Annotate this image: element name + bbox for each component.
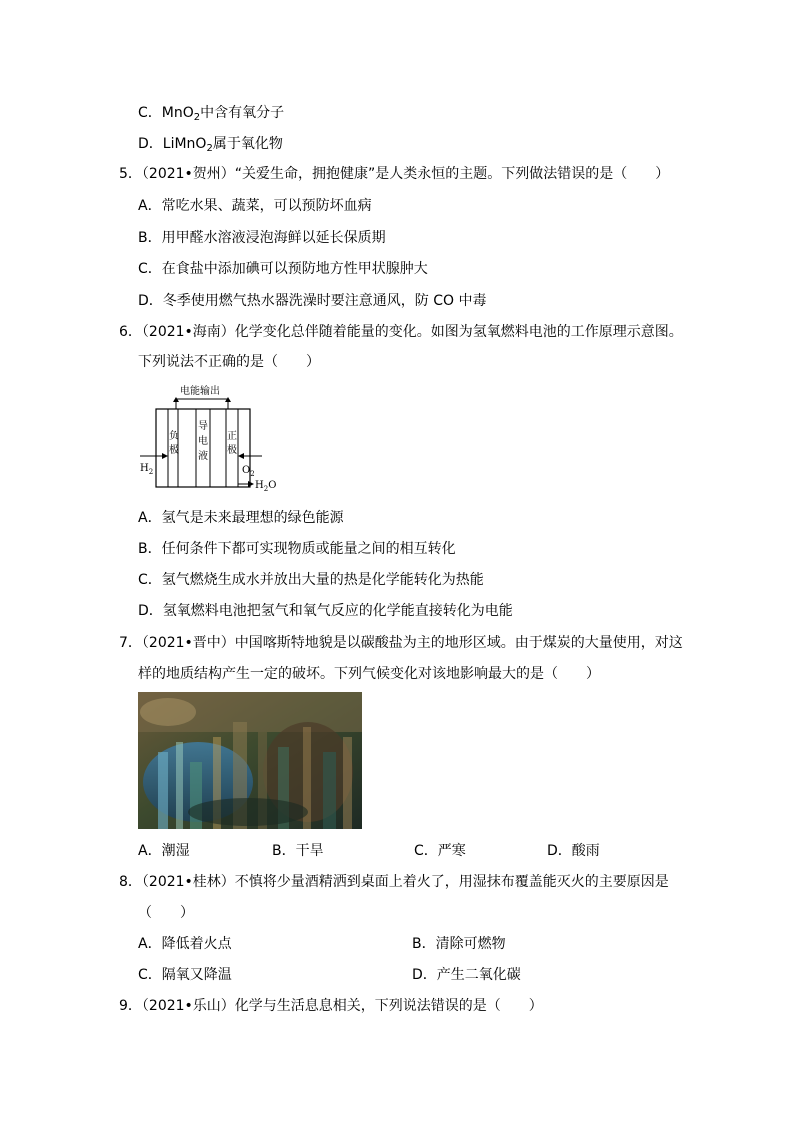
q8-option-c: C．隔氧又降温 bbox=[138, 967, 232, 983]
q4-option-c: C．MnO$_2$中含有氧分子 bbox=[138, 105, 285, 123]
q8-option-a: A．降低着火点 bbox=[138, 936, 232, 952]
q6-stem-line1: 6．（2021•海南）化学变化总伴随着能量的变化。如图为氢氧燃料电池的工作原理示意图。 bbox=[119, 324, 683, 340]
positive-electrode-char2: 极 bbox=[227, 445, 237, 456]
positive-electrode-char1: 正 bbox=[227, 431, 237, 442]
q8-option-b: B．清除可燃物 bbox=[412, 936, 506, 952]
h2-inlet-label: $H_2$ bbox=[140, 463, 154, 476]
q5-option-b: B．用甲醛水溶液浸泡海鲜以延长保质期 bbox=[138, 230, 386, 246]
q6-option-d: D．氢氧燃料电池把氢气和氧气反应的化学能直接转化为电能 bbox=[138, 603, 513, 619]
h2o-outlet-label: $H_2O$ bbox=[255, 480, 277, 493]
q7-option-b: B．干旱 bbox=[272, 843, 324, 859]
karst-cave-photo bbox=[138, 692, 362, 829]
q9-stem: 9．（2021•乐山）化学与生活息息相关，下列说法错误的是（ ） bbox=[119, 998, 543, 1014]
q7-stem-line2: 样的地质结构产生一定的破坏。下列气候变化对该地影响最大的是（ ） bbox=[138, 666, 600, 682]
q5-option-c: C．在食盐中添加碘可以预防地方性甲状腺肿大 bbox=[138, 261, 428, 277]
negative-electrode-char1: 负 bbox=[169, 431, 179, 442]
q6-option-a: A．氢气是未来最理想的绿色能源 bbox=[138, 510, 344, 526]
q6-option-b: B．任何条件下都可实现物质或能量之间的相互转化 bbox=[138, 541, 456, 557]
q6-option-c: C．氢气燃烧生成水并放出大量的热是化学能转化为热能 bbox=[138, 572, 484, 588]
q8-stem-line2: （ ） bbox=[138, 905, 194, 921]
o2-inlet-label: $O_2$ bbox=[242, 465, 255, 478]
q5-stem: 5．（2021•贺州）“关爱生命，拥抱健康”是人类永恒的主题。下列做法错误的是（ ） bbox=[119, 166, 670, 182]
q5-option-a: A．常吃水果、蔬菜，可以预防坏血病 bbox=[138, 198, 372, 214]
q6-stem-line2: 下列说法不正确的是（ ） bbox=[138, 354, 320, 370]
q7-option-d: D．酸雨 bbox=[547, 843, 600, 859]
q7-option-c: C．严寒 bbox=[414, 843, 466, 859]
electrolyte-char1: 导 bbox=[198, 421, 208, 432]
power-output-label: 电能输出 bbox=[180, 386, 220, 397]
q8-stem-line1: 8．（2021•桂林）不慎将少量酒精洒到桌面上着火了，用湿抹布覆盖能灭火的主要原因是 bbox=[119, 874, 669, 890]
electrolyte-char3: 液 bbox=[198, 451, 208, 462]
negative-electrode-char2: 极 bbox=[169, 445, 179, 456]
q5-option-d: D．冬季使用燃气热水器洗澡时要注意通风，防 CO 中毒 bbox=[138, 293, 487, 309]
fuel-cell-diagram bbox=[138, 383, 278, 495]
q7-option-a: A．潮湿 bbox=[138, 843, 190, 859]
q4-option-d: D．LiMnO$_2$属于氧化物 bbox=[138, 136, 283, 154]
q8-option-d: D．产生二氧化碳 bbox=[412, 967, 521, 983]
electrolyte-char2: 电 bbox=[198, 436, 208, 447]
q7-stem-line1: 7．（2021•晋中）中国喀斯特地貌是以碳酸盐为主的地形区域。由于煤炭的大量使用，对这 bbox=[119, 635, 683, 651]
